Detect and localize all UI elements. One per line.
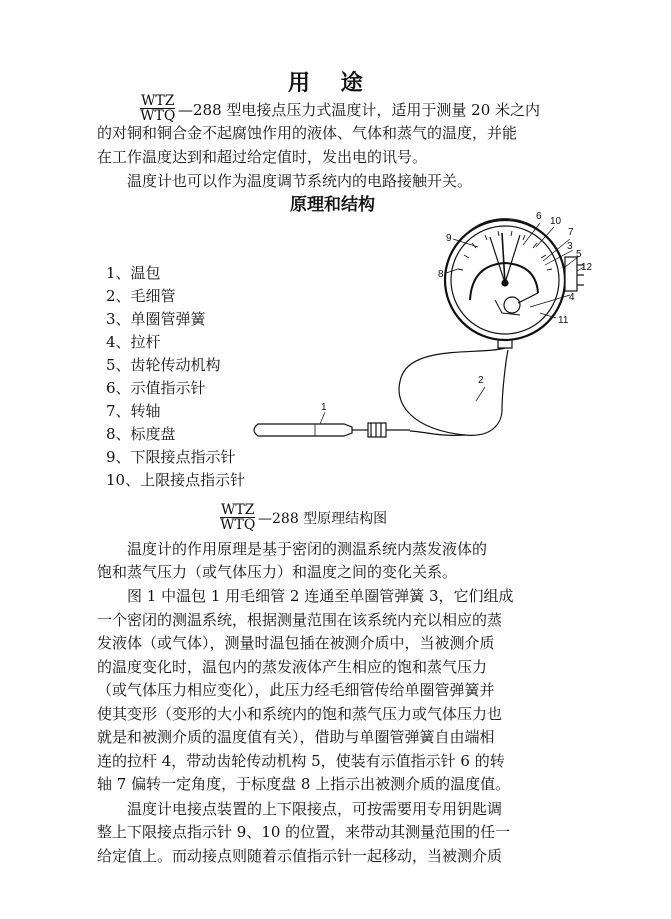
body-line: 发液体（或气体），测量时温包插在被测介质中，当被测介质 [97, 634, 495, 652]
list-item: 5、齿轮传动机构 [106, 356, 221, 374]
caption-bottom: WTQ [220, 517, 256, 533]
label-2: 2 [478, 375, 484, 386]
body-line: 温度计的作用原理是基于密闭的测温系统内蒸发液体的 [127, 540, 488, 558]
body-line: 的温度变化时，温包内的蒸发液体产生相应的饱和蒸气压力 [97, 658, 488, 676]
gauge-stem [498, 340, 512, 348]
body-line: 温度计电接点装置的上下限接点，可按需要用专用钥匙调 [127, 800, 503, 818]
list-item: 3、单圈管弹簧 [106, 310, 206, 328]
list-item: 7、转轴 [106, 402, 161, 420]
usage-line: —288 型电接点压力式温度计，适用于测量 20 米之内 [178, 101, 541, 119]
model-top: WTZ [141, 93, 175, 109]
body-line: 连的拉杆 4，带动齿轮传动机构 5，使装有示值指示针 6 的转 [97, 752, 505, 770]
body-line: 一个密闭的测温系统，根据测量范围在该系统内充以相应的蒸 [97, 611, 503, 629]
section-heading-principle: 原理和结构 [290, 195, 375, 215]
label-1: 1 [321, 402, 327, 413]
thermometer-diagram [240, 205, 600, 490]
pull-rod [518, 293, 538, 303]
caption-top: WTZ [221, 502, 255, 518]
label-5: 5 [576, 249, 582, 260]
label-3: 3 [567, 241, 573, 252]
gear-mechanism [504, 297, 520, 313]
list-item: 1、温包 [106, 264, 161, 282]
list-item: 2、毛细管 [106, 287, 176, 305]
body-line: 图 1 中温包 1 用毛细管 2 连通至单圈管弹簧 3，它们组成 [127, 587, 514, 605]
label-9: 9 [446, 233, 452, 244]
sensing-bulb [254, 424, 352, 436]
list-item: 10、上限接点指示针 [106, 471, 246, 489]
label-12: 12 [581, 262, 593, 273]
capillary-tube-2 [502, 350, 508, 410]
label-4: 4 [569, 292, 575, 303]
model-number-stack [140, 94, 175, 123]
model-bottom: WTQ [140, 108, 176, 124]
body-line: 轴 7 偏转一定角度，于标度盘 8 上指示出被测介质的温度值。 [97, 775, 511, 793]
body-line: 就是和被测介质的温度值有关），借助与单圈管弹簧自由端相 [97, 728, 495, 746]
capillary-tube [399, 348, 505, 435]
usage-line: 在工作温度达到和超过给定值时，发出电的讯号。 [97, 148, 428, 166]
body-line: 整上下限接点指示针 9、10 的位置，来带动其测量范围的任一 [97, 823, 511, 841]
section-heading-usage: 用 途 [288, 70, 363, 96]
label-6: 6 [536, 211, 542, 222]
usage-line: 的对铜和铜合金不起腐蚀作用的液体、气体和蒸气的温度，并能 [97, 124, 518, 142]
upper-limit-pointer [505, 235, 520, 283]
body-line: 给定值上。而动接点则随着示值指示针一起移动，当被测介质 [97, 847, 503, 865]
label-11: 11 [558, 315, 569, 326]
usage-line: 温度计也可以作为温度调节系统内的电路接触开关。 [127, 172, 473, 190]
figure-caption: —288 型原理结构图 [258, 511, 388, 527]
body-line: 使其变形（变形的大小和系统内的饱和蒸气压力或气体压力也 [97, 705, 503, 723]
body-line: 饱和蒸气压力（或气体压力）和温度之间的变化关系。 [97, 563, 458, 581]
list-item: 4、拉杆 [106, 333, 161, 351]
label-10: 10 [550, 216, 562, 227]
list-item: 8、标度盘 [106, 425, 176, 443]
list-item: 6、示值指示针 [106, 379, 206, 397]
label-8: 8 [438, 269, 444, 280]
caption-model-stack [220, 503, 255, 532]
list-item: 9、下限接点指示针 [106, 448, 236, 466]
label-7: 7 [568, 227, 574, 238]
body-line: （或气体压力相应变化），此压力经毛细管传给单圈管弹簧并 [97, 681, 495, 699]
